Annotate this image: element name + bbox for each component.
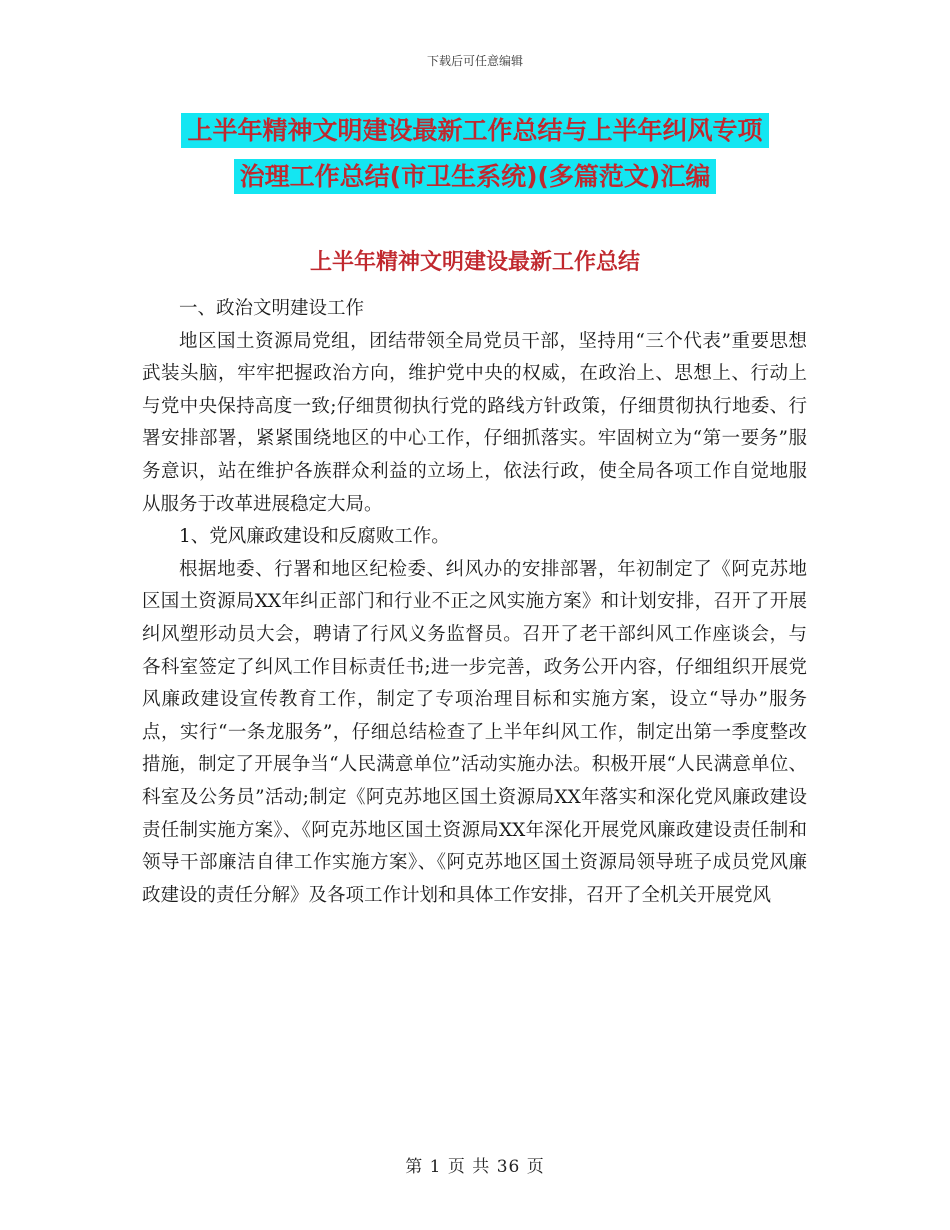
header-note: 下载后可任意编辑: [426, 54, 523, 68]
title-highlight-1: 上半年精神文明建设最新工作总结与上半年纠风专项: [181, 113, 768, 148]
document-title-line-2: [0, 157, 950, 197]
document-title-line-1: [0, 111, 950, 151]
page-footer: 第 1 页 共 36 页: [405, 1157, 545, 1177]
body-paragraph: 根据地委、行署和地区纪检委、纠风办的安排部署，年初制定了《阿克苏地区国土资源局XX年纠正部门和行业不正之风实施方案》和计划安排，召开了开展纠风塑形动员大会，聘请了行风义务监督员。召开了老干部纠风工作座谈会，与各科室签定了纠风工作目标责任书;进一步完善，政务公开内容，仔细组织开展党风廉政建设宣传教育工作，制定了专项治理目标和实施方案，设立“导办”服务点，实行“一条龙服务”，仔细总结检查了上半年纠风工作，制定出第一季度整改措施，制定了开展争当“人民满意单位”活动实施办法。积极开展“人民满意单位、科室及公务员”活动;制定《阿克苏地区国土资源局XX年落实和深化党风廉政建设责任制实施方案》、《阿克苏地区国土资源局XX年深化开展党风廉政建设责任制和领导干部廉洁自律工作实施方案》、《阿克苏地区国土资源局领导班子成员党风廉政建设的责任分解》及各项工作计划和具体工作安排，召开了全机关开展党风: [142, 558, 807, 906]
document-body: [142, 293, 807, 912]
section-title: 上半年精神文明建设最新工作总结: [309, 250, 640, 275]
heading-political-civilization: 一、政治文明建设工作: [179, 298, 365, 319]
title-highlight-2: 治理工作总结(市卫生系统)(多篇范文)汇编: [234, 159, 717, 194]
body-paragraph: 地区国土资源局党组，团结带领全局党员干部，坚持用“三个代表”重要思想武装头脑，牢牢把握政治方向，维护党中央的权威，在政治上、思想上、行动上与党中央保持高度一致;仔细贯彻执行党的路线方针政策，仔细贯彻执行地委、行署安排部署，紧紧围绕地区的中心工作，仔细抓落实。牢固树立为“第一要务”服务意识，站在维护各族群众利益的立场上，依法行政，使全局各项工作自觉地服从服务于改革进展稳定大局。: [142, 330, 807, 515]
subheading-party-conduct: 1、党风廉政建设和反腐败工作。: [179, 526, 450, 548]
